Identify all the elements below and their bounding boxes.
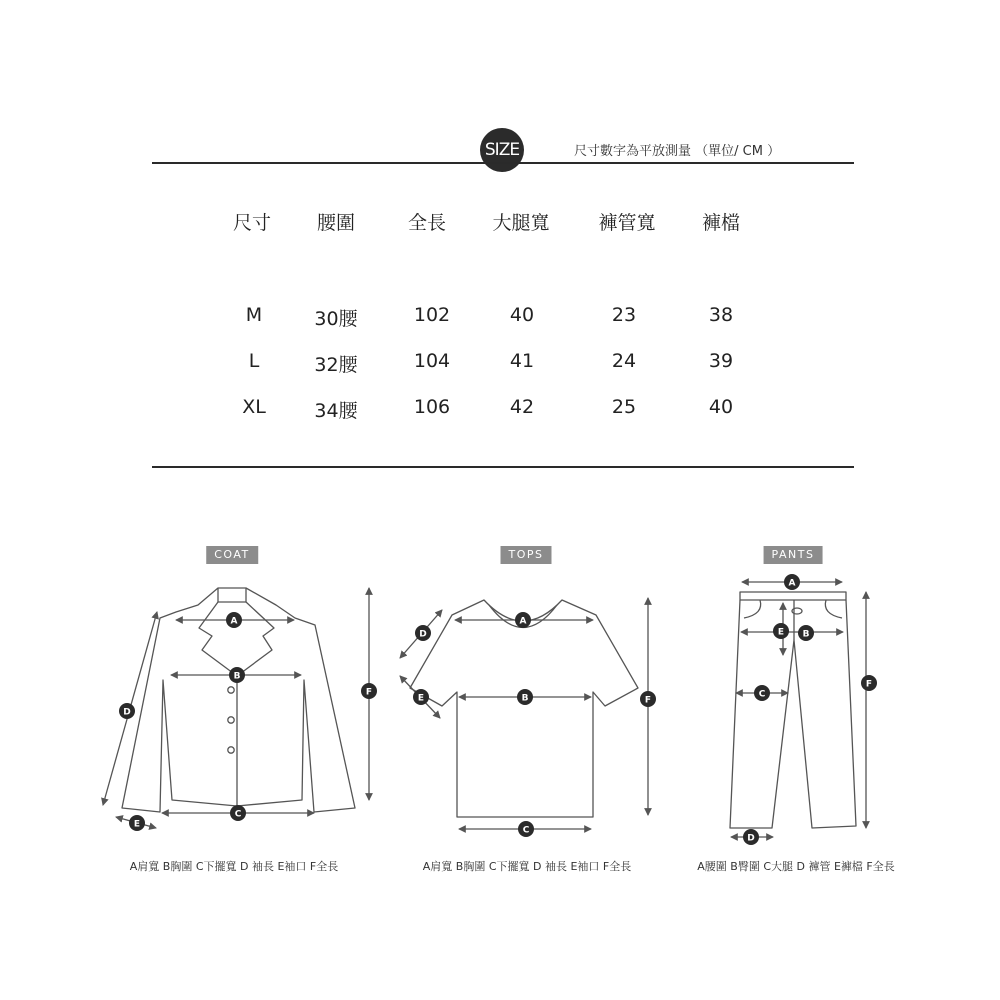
table-cell: 106 <box>413 396 451 418</box>
tops-diagram <box>400 598 648 829</box>
marker-c-label: C <box>758 689 766 700</box>
marker-a-label: A <box>519 616 527 627</box>
marker-e-label: E <box>133 819 141 830</box>
marker-f-label: F <box>365 687 373 698</box>
marker-f-label: F <box>644 695 652 706</box>
marker-d-label: D <box>747 833 755 844</box>
marker-a-label: A <box>230 616 238 627</box>
column-header-length: 全長 <box>407 212 446 234</box>
pants-diagram <box>730 582 866 837</box>
pants-outline <box>730 600 856 828</box>
pants-waistband <box>740 592 846 600</box>
coat-legend: A肩寬 B胸圍 C下擺寬 D 袖長 E袖口 F全長 <box>129 860 339 873</box>
marker-b-label: B <box>233 671 241 682</box>
coat-button <box>228 747 234 753</box>
table-cell: 24 <box>611 350 637 372</box>
marker-f-label: F <box>865 679 873 690</box>
table-cell: 40 <box>509 304 535 326</box>
table-cell: 41 <box>509 350 535 372</box>
table-cell: 23 <box>611 304 637 326</box>
table-cell: 102 <box>413 304 451 326</box>
coat-button <box>228 687 234 693</box>
table-cell: XL <box>242 396 266 418</box>
tops-tag: TOPS <box>501 546 552 564</box>
table-cell: M <box>245 304 263 326</box>
table-cell: 25 <box>611 396 637 418</box>
coat-tag: COAT <box>206 546 258 564</box>
marker-d-label: D <box>419 629 427 640</box>
column-header-size: 尺寸 <box>232 212 271 234</box>
table-cell: 39 <box>708 350 734 372</box>
table-cell: 40 <box>708 396 734 418</box>
table-cell: L <box>248 350 260 372</box>
coat-button <box>228 717 234 723</box>
marker-e-label: E <box>417 693 425 704</box>
size-badge: SIZE <box>480 128 524 172</box>
measurement-note: 尺寸數字為平放測量 （單位/ CM ） <box>574 144 781 159</box>
table-cell: 42 <box>509 396 535 418</box>
column-header-waist: 腰圍 <box>316 212 355 234</box>
marker-b-label: B <box>521 693 529 704</box>
pants-legend: A腰圍 B臀圍 C大腿 D 褲管 E褲檔 F全長 <box>697 860 895 873</box>
pants-pocket-left <box>744 600 761 618</box>
marker-a-label: A <box>788 578 796 589</box>
table-cell: 32腰 <box>314 354 358 376</box>
column-header-rise: 褲檔 <box>701 212 740 234</box>
table-cell: 38 <box>708 304 734 326</box>
tops-outline <box>410 600 638 817</box>
table-cell: 34腰 <box>314 400 358 422</box>
pants-pocket-right <box>825 600 842 618</box>
table-cell: 30腰 <box>314 308 358 330</box>
marker-b-label: B <box>802 629 810 640</box>
tops-legend: A肩寬 B胸圍 C下擺寬 D 袖長 E袖口 F全長 <box>422 860 632 873</box>
column-header-leg-opening: 褲管寬 <box>598 212 656 234</box>
column-header-thigh: 大腿寬 <box>492 212 550 234</box>
pants-tag: PANTS <box>764 546 823 564</box>
marker-c-label: C <box>234 809 242 820</box>
marker-e-label: E <box>777 627 785 638</box>
table-cell: 104 <box>413 350 451 372</box>
coat-collar <box>218 588 246 602</box>
marker-d-label: D <box>123 707 131 718</box>
marker-c-label: C <box>522 825 530 836</box>
